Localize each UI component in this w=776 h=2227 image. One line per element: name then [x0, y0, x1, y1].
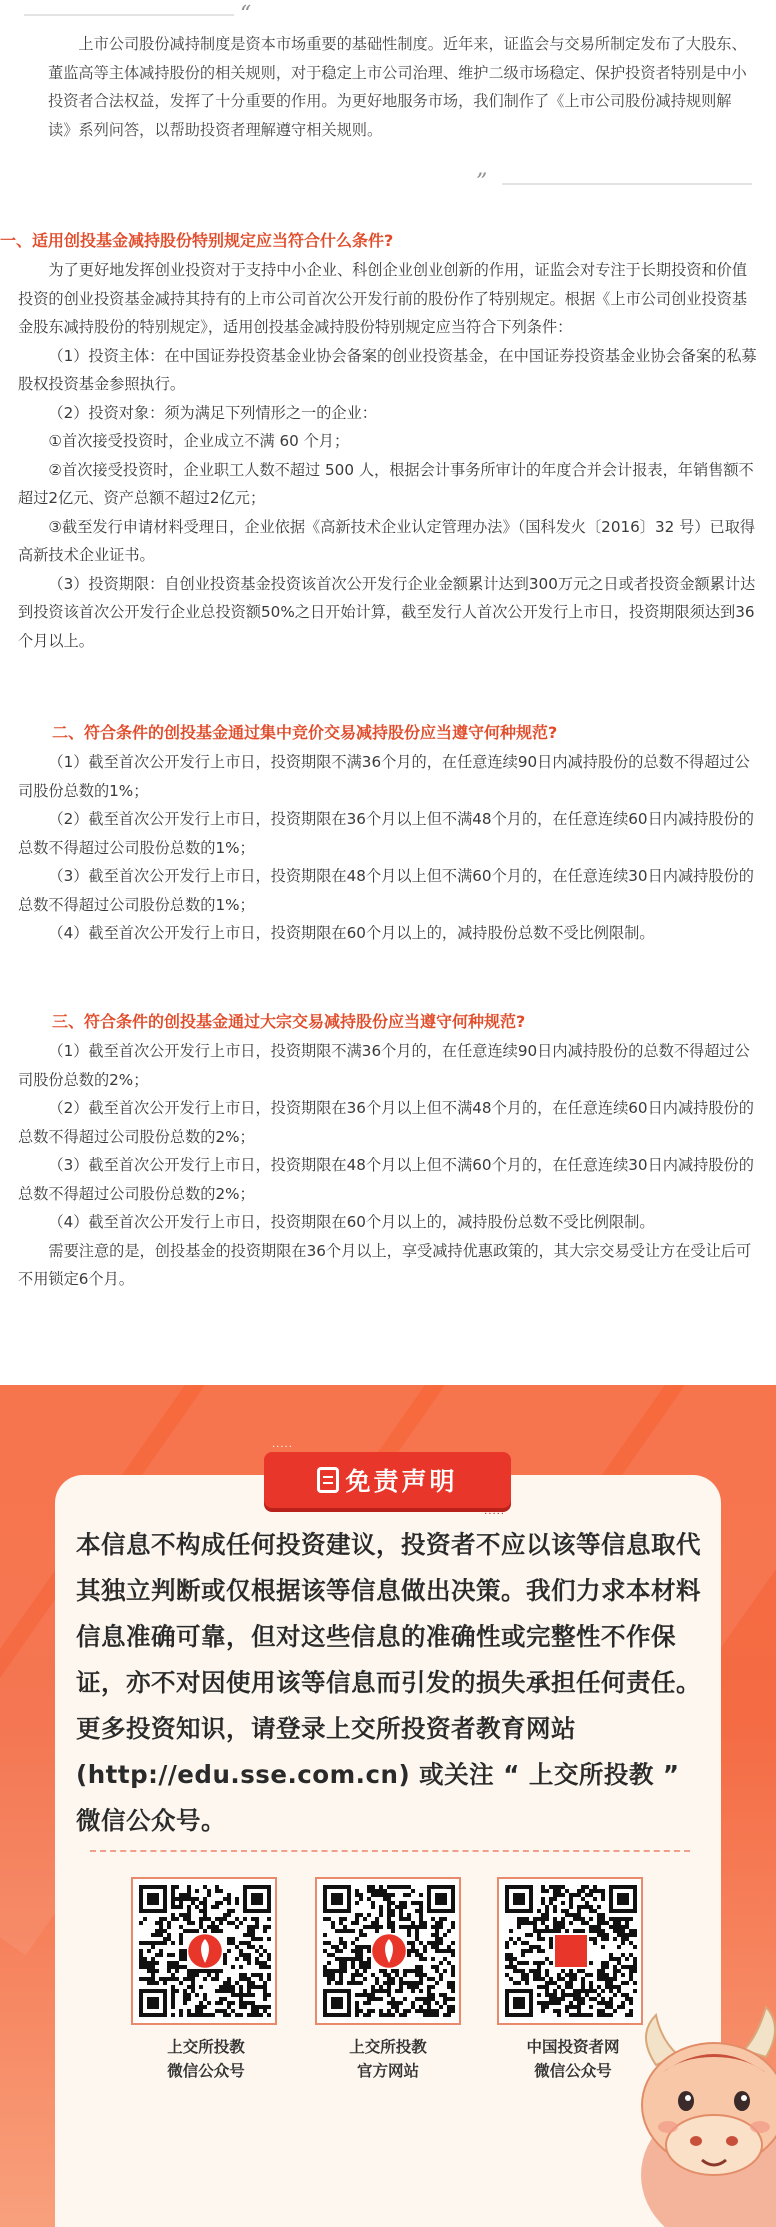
divider [502, 183, 752, 185]
dashed-divider [90, 1850, 690, 1852]
qr-caption-line2: 微信公众号 [167, 2062, 245, 2080]
divider [24, 14, 234, 16]
document-icon [317, 1467, 339, 1493]
close-quote-mark: ” [476, 170, 488, 195]
paragraph: （3）截至首次公开发行上市日，投资期限在48个月以上但不满60个月的，在任意连续30日内减持股份的总数不得超过公司股份总数的2%； [18, 1156, 754, 1203]
paragraph: ②首次接受投资时，企业职工人数不超过 500 人，根据会计事务所审计的年度合并会计报表，年销售额不超过2亿元、资产总额不超过2亿元； [18, 460, 754, 507]
qr-caption [303, 2035, 473, 2083]
qr-caption-line1: 上交所投教 [167, 2038, 245, 2056]
open-quote-mark: “ [240, 2, 252, 27]
paragraph: （4）截至首次公开发行上市日，投资期限在60个月以上的，减持股份总数不受比例限制。 [48, 924, 655, 942]
paragraph: ①首次接受投资时，企业成立不满 60 个月； [48, 432, 350, 450]
paragraph: 为了更好地发挥创业投资对于支持中小企业、科创企业创业创新的作用，证监会对专注于长期投资和价值投资的创业投资基金减持其持有的上市公司首次公开发行前的股份作了特别规定。根据《上市公司创业投资基金股东减持股份的特别规定》，适用创投基金减持股份特别规定应当符合下列条件： [18, 261, 748, 336]
decorative-dots: ····· [272, 1442, 293, 1453]
qr-code-icon [139, 1885, 271, 2017]
qr-code-sse-website[interactable] [315, 1877, 461, 2025]
section-2 [0, 718, 776, 948]
paragraph: （1）投资主体：在中国证券投资基金业协会备案的创业投资基金，在中国证券投资基金业协会备案的私募股权投资基金参照执行。 [18, 346, 757, 393]
paragraph: （3）截至首次公开发行上市日，投资期限在48个月以上但不满60个月的，在任意连续30日内减持股份的总数不得超过公司股份总数的1%； [18, 867, 754, 914]
section-3 [0, 1007, 776, 1294]
paragraph: （3）投资期限：自创业投资基金投资该首次公开发行企业金额累计达到300万元之日或者投资金额累计达到投资该首次公开发行企业总投资额50%之日开始计算，截至发行人首次公开发行上市日，投资期限须达到36个月以上。 [18, 574, 756, 650]
intro-block [24, 0, 752, 196]
qr-caption-line2: 官方网站 [356, 2062, 419, 2080]
section-title: 三、符合条件的创投基金通过大宗交易减持股份应当遵守何种规范? [52, 1012, 526, 1031]
qr-caption-line1: 上交所投教 [349, 2038, 427, 2056]
paragraph: 需要注意的是，创投基金的投资期限在36个月以上，享受减持优惠政策的，其大宗交易受让方在受让后可不用锁定6个月。 [18, 1241, 752, 1288]
qr-caption-line2: 微信公众号 [534, 2062, 612, 2080]
paragraph: （2）投资对象：须为满足下列情形之一的企业： [48, 403, 377, 422]
qr-code-sse-wechat[interactable] [131, 1877, 277, 2025]
disclaimer-title: 免责声明 [345, 1467, 458, 1496]
paragraph: （2）截至首次公开发行上市日，投资期限在36个月以上但不满48个月的，在任意连续60日内减持股份的总数不得超过公司股份总数的2%； [18, 1099, 754, 1146]
paragraph: （1）截至首次公开发行上市日，投资期限不满36个月的，在任意连续90日内减持股份的总数不得超过公司股份总数的2%； [18, 1042, 750, 1089]
intro-paragraph: 上市公司股份减持制度是资本市场重要的基础性制度。近年来，证监会与交易所制定发布了大股东、董监高等主体减持股份的相关规则，对于稳定上市公司治理、维护二级市场稳定、保护投资者特别是中小投资者合法权益，发挥了十分重要的作用。为更好地服务市场，我们制作了《上市公司股份减持规则解读》系列问答，以帮助投资者理解遵守相关规则。 [48, 35, 747, 139]
decorative-dots: ····· [484, 1509, 505, 1520]
paragraph: （2）截至首次公开发行上市日，投资期限在36个月以上但不满48个月的，在任意连续60日内减持股份的总数不得超过公司股份总数的1%； [18, 810, 754, 857]
section-title: 二、符合条件的创投基金通过集中竞价交易减持股份应当遵守何种规范? [52, 723, 558, 742]
paragraph: ③截至发行申请材料受理日，企业依据《高新技术企业认定管理办法》（国科发火〔2016〕32 号）已取得高新技术企业证书。 [18, 517, 756, 564]
qr-caption [121, 2035, 291, 2083]
ox-mascot-icon [616, 1995, 776, 2227]
section-title: 一、适用创投基金减持股份特别规定应当符合什么条件? [0, 231, 394, 250]
disclaimer-badge [264, 1442, 511, 1520]
paragraph: （1）截至首次公开发行上市日，投资期限不满36个月的，在任意连续90日内减持股份的总数不得超过公司股份总数的1%； [18, 753, 750, 800]
qr-caption-line1: 中国投资者网 [526, 2038, 620, 2056]
paragraph: （4）截至首次公开发行上市日，投资期限在60个月以上的，减持股份总数不受比例限制。 [48, 1213, 655, 1231]
qr-code-icon [323, 1885, 455, 2017]
section-1 [0, 226, 776, 655]
disclaimer-text: 本信息不构成任何投资建议，投资者不应以该等信息取代其独立判断或仅根据该等信息做出决策。我们力求本材料信息准确可靠，但对这些信息的准确性或完整性不作保证，亦不对因使用该等信息而引发的损失承担任何责任。更多投资知识，请登录上交所投资者教育网站(http://edu.sse.com.cn) 或关注 “ 上交所投教 ” 微信公众号。 [76, 1530, 701, 1835]
